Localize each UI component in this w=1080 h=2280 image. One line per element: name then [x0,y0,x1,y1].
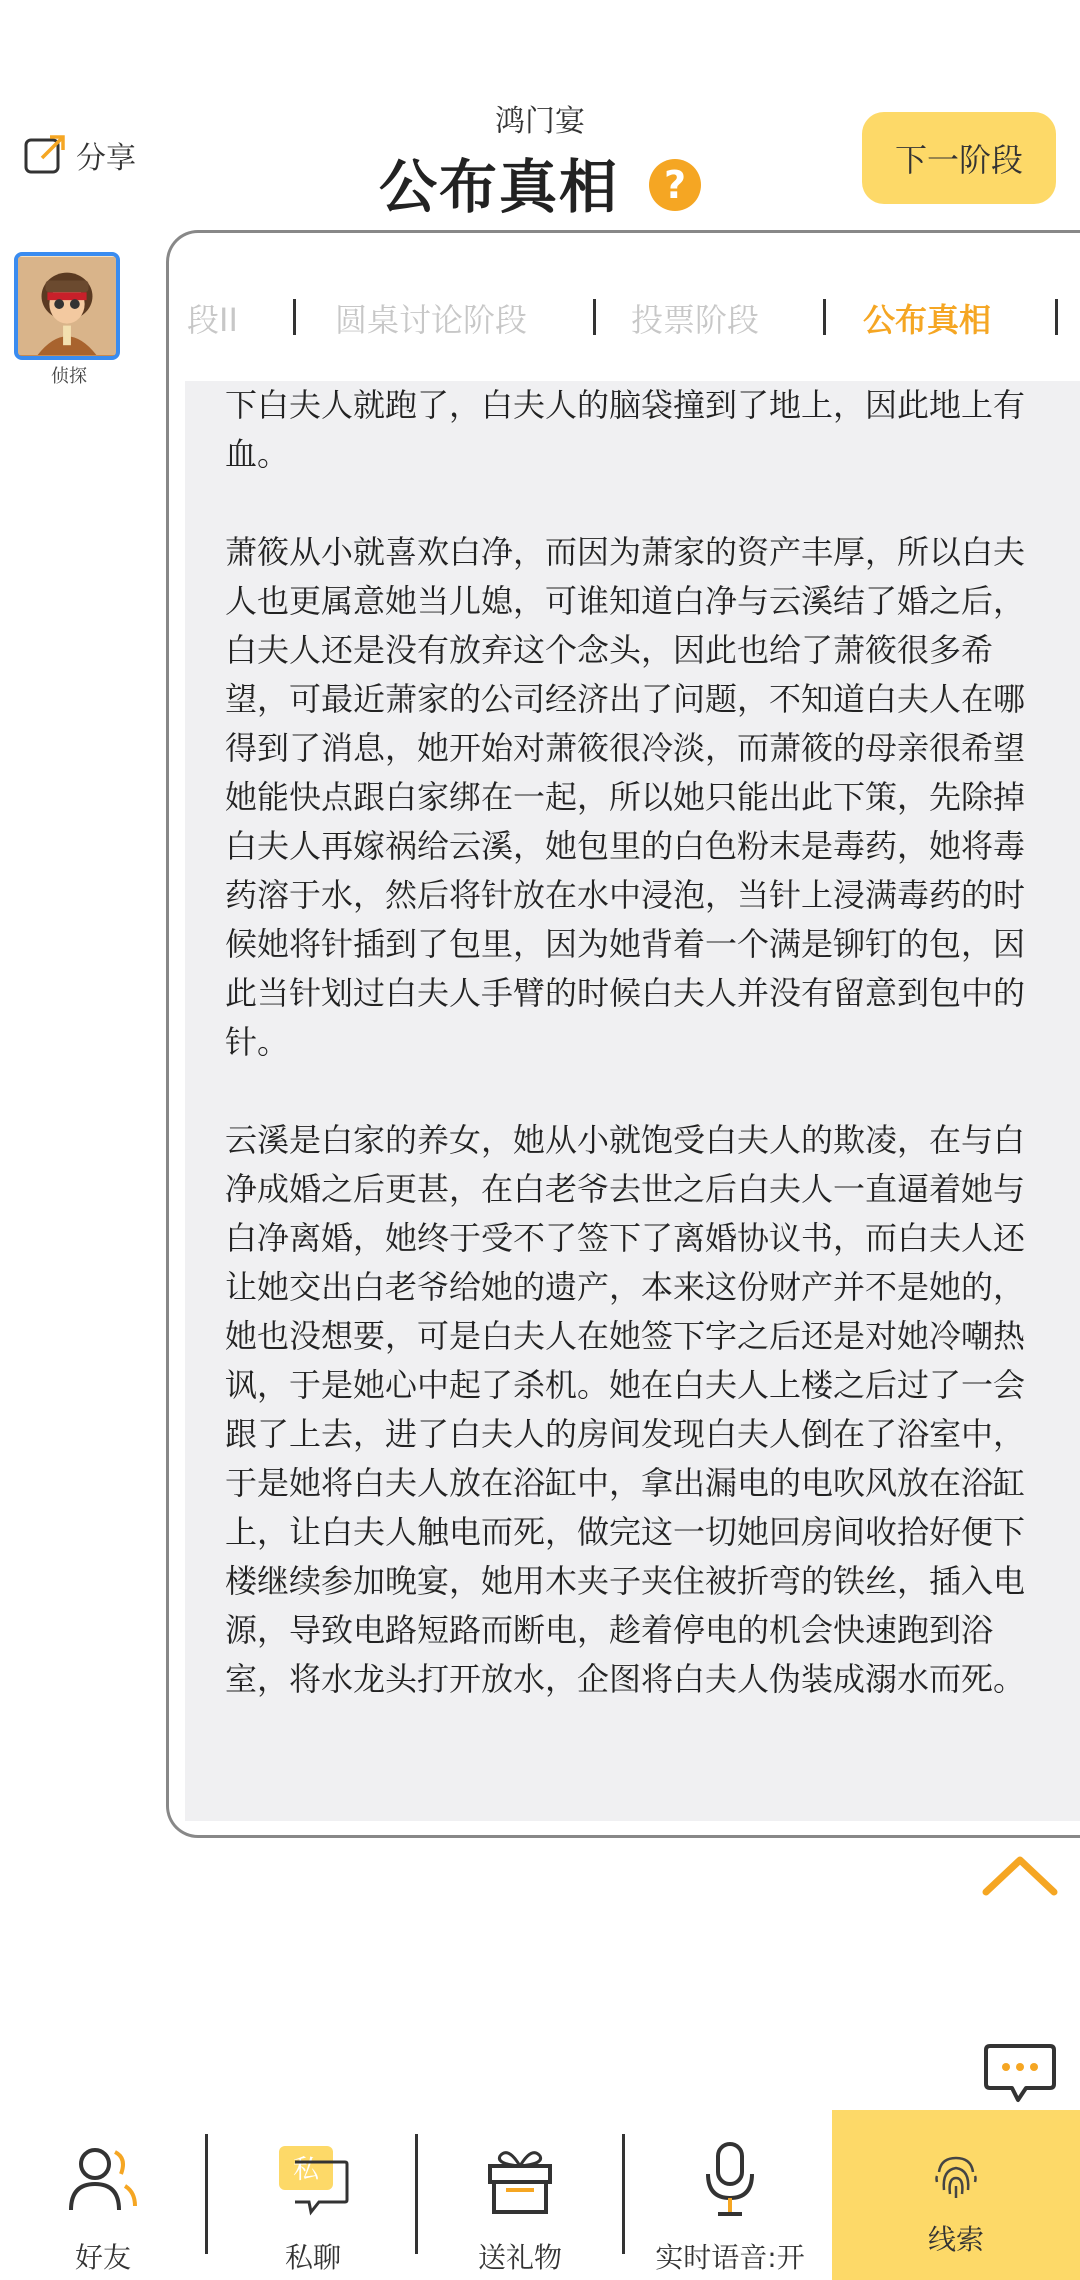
nav-clues[interactable] [832,2110,1080,2280]
truth-paragraph: 云溪是白家的养女，她从小就饱受白夫人的欺凌，在与白净成婚之后更甚，在白老爷去世之后白夫人一直逼着她与白净离婚，她终于受不了签下了离婚协议书，而白夫人还让她交出白老爷给她的遗产，本来这份财产并不是她的，她也没想要，可是白夫人在她签下字之后还是对她冷嘲热讽，于是她心中起了杀机。她在白夫人上楼之后过了一会跟了上去，进了白夫人的房间发现白夫人倒在了浴室中，于是她将白夫人放在浴缸中，拿出漏电的电吹风放在浴缸上，让白夫人触电而死，做完这一切她回房间收拾好便下楼继续参加晚宴，她用木夹子夹住被折弯的铁丝，插入电源，导致电路短路而断电，趁着停电的机会快速跑到浴室，将水龙头打开放水，企图将白夫人伪装成溺水而死。 [225,1121,1026,1698]
nav-voice-toggle[interactable] [650,2110,810,2280]
nav-send-gift-label: 送礼物 [477,2241,562,2274]
truth-paragraph: 下白夫人就跑了，白夫人的脑袋撞到了地上，因此地上有血。 [225,386,1026,473]
share-label: 分享 [76,141,136,176]
tab-divider [1055,299,1058,335]
chat-bubble-icon[interactable] [982,2040,1058,2110]
bottom-nav [0,2110,1080,2280]
nav-private-chat-label: 私聊 [284,2241,341,2274]
top-header [0,0,1080,230]
tab-roundtable-discussion[interactable]: 圆桌讨论阶段 [335,301,528,339]
nav-divider [415,2134,418,2254]
detective-avatar-image [18,256,116,356]
nav-friends[interactable] [40,2110,166,2280]
fingerprint-icon [929,2150,983,2204]
microphone-icon [690,2140,770,2220]
chevron-up-icon[interactable] [980,1850,1060,1900]
tab-voting[interactable]: 投票阶段 [631,301,760,339]
tab-divider [593,299,596,335]
truth-paragraph: 萧筱从小就喜欢白净，而因为萧家的资产丰厚，所以白夫人也更属意她当儿媳，可谁知道白净与云溪结了婚之后，白夫人还是没有放弃这个念头，因此也给了萧筱很多希望，可最近萧家的公司经济出了问题，不知道白夫人在哪得到了消息，她开始对萧筱很冷淡，而萧筱的母亲很希望她能快点跟白家绑在一起，所以她只能出此下策，先除掉白夫人再嫁祸给云溪，她包里的白色粉末是毒药，她将毒药溶于水，然后将针放在水中浸泡，当针上浸满毒药的时候她将针插到了包里，因为她背着一个满是铆钉的包，因此当针划过白夫人手臂的时候白夫人并没有留意到包中的针。 [225,533,1026,1061]
gift-icon [480,2140,560,2220]
truth-text-area[interactable] [185,381,1080,1821]
nav-clues-label: 线索 [927,2223,984,2256]
script-name: 鸿门宴 [495,104,585,139]
player-avatar[interactable] [14,252,120,360]
help-icon[interactable]: ? [649,159,701,211]
nav-friends-label: 好友 [74,2241,131,2274]
phase-tabs [169,233,1080,353]
tab-reveal-truth[interactable]: 公布真相 [863,301,992,339]
nav-private-chat[interactable] [250,2110,376,2280]
nav-voice-label: 实时语音:开 [655,2241,805,2274]
phase-panel [166,230,1080,1838]
next-phase-button[interactable]: 下一阶段 [862,112,1056,204]
friends-icon [63,2140,143,2220]
private-chat-icon [273,2140,353,2220]
tab-divider [823,299,826,335]
page-title: 公布真相 [378,153,619,221]
player-role-label: 侦探 [51,366,87,387]
nav-send-gift[interactable] [460,2110,580,2280]
nav-divider [205,2134,208,2254]
nav-divider [622,2134,625,2254]
tab-divider [293,299,296,335]
private-chat-icon-text: 私 [293,2155,320,2185]
tab-phase-2[interactable]: 段II [187,301,238,339]
